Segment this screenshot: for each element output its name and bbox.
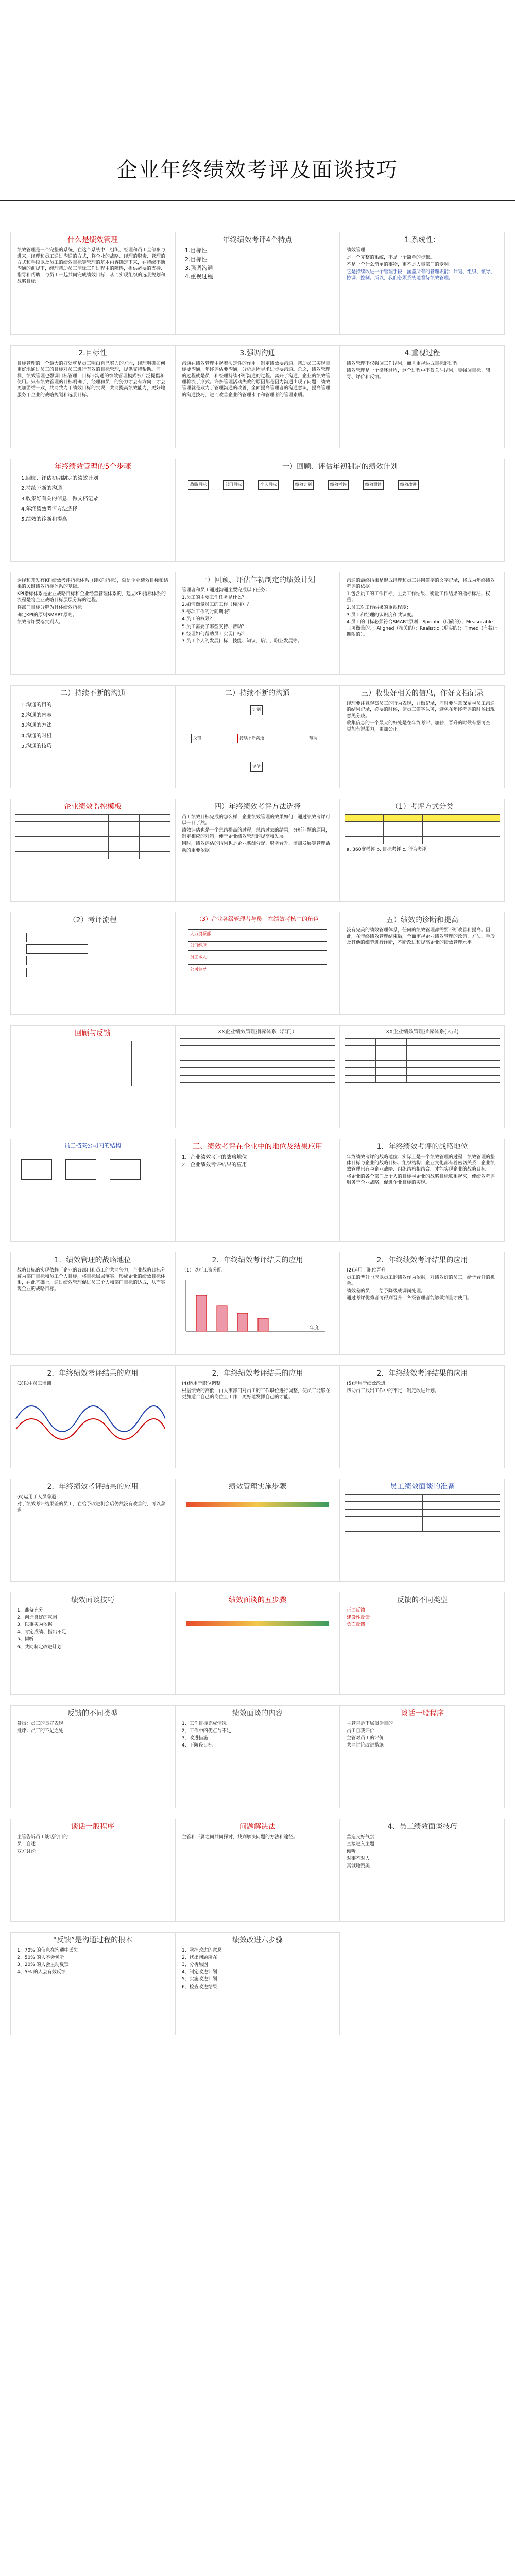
list-item: 倾听 bbox=[347, 1849, 356, 1855]
slide-what-is-pm bbox=[10, 232, 175, 335]
slide-title: 问题解决法 bbox=[239, 1823, 276, 1831]
slide-title: （2）考评流程 bbox=[68, 916, 117, 924]
structure-diagram bbox=[11, 1152, 175, 1187]
slide-title: 绩效管理实施步骤 bbox=[229, 1483, 286, 1491]
list-item: 4、制定改进计划 bbox=[182, 1970, 217, 1975]
list-item: 帮助员工找出工作中的不足，制定改进计划。 bbox=[347, 1388, 440, 1394]
slide-result-improve bbox=[340, 1365, 505, 1468]
bullet-list bbox=[11, 1607, 175, 1650]
slide-body: 目标管理的一个最大的好处就是员工明白自己努力的方向，经理明确如何更好地通过员工的目标对员工进行有效的目标管理，提供支持帮助。同样，绩效管理也强调目标管理，目标+沟通的绩效管理模式被广泛提倡和使用。只有绩效管理的目标明确了，经理和员工的努力才会有方向，才会更加团结一致，共同致力于绩效目标的实现，共同提高绩效能力，更好地服务于企业的战略规划和远景目标。 bbox=[17, 361, 166, 398]
list-item: 4、肯定成绩、指出不足 bbox=[17, 1630, 66, 1635]
slide-roles bbox=[175, 912, 340, 1015]
slide-title: 2．年终绩效考评结果的应用 bbox=[212, 1256, 303, 1264]
list-item: 4、5% 的人会有效反馈 bbox=[17, 1970, 66, 1975]
slide-interview-content bbox=[175, 1705, 340, 1808]
cycle-node: 评估 bbox=[250, 762, 263, 772]
slide-monitor-template bbox=[10, 799, 175, 902]
slide-feedback-core bbox=[10, 1932, 175, 2035]
slide-body: 沟通在绩效管理中起着决定性的作用。制定绩效要沟通，帮助员工实现目标要沟通，年终评估要沟通，分析原因寻求进步要沟通。总之，绩效管理的过程就是员工和经理持续不断沟通的过程。离开了沟通，企业的绩效管理将流于形式。许多管理活动失败的原因都是因为沟通出现了问题，绩效管理就是致力于管理沟通的改善，全面提高管理者的沟通意识，提高管理的沟通技巧，进而改善企业的管理水平和管理者的管理素质。 bbox=[182, 361, 331, 398]
bullet-list bbox=[11, 1721, 175, 1734]
slide-interview-prep bbox=[340, 1479, 505, 1582]
slide-four-features bbox=[175, 232, 340, 335]
list-item: 6、共同制定改进计划 bbox=[17, 1644, 62, 1650]
flow-node: 绩效计划 bbox=[293, 480, 314, 490]
list-item: 2.持续不断的沟通 bbox=[21, 485, 62, 492]
bullet-list bbox=[11, 1494, 175, 1514]
slide-communication bbox=[175, 345, 340, 448]
slide-comm-cycle bbox=[175, 685, 340, 788]
list-item: 是一个完整的系统，不是一个简单的步骤。 bbox=[347, 255, 435, 261]
slide-talk-procedure-2 bbox=[10, 1819, 175, 1922]
slide-title: 2．年终绩效考评结果的应用 bbox=[212, 1369, 303, 1378]
list-item: 4.员工的权限？ bbox=[182, 617, 214, 622]
bullet-list bbox=[11, 1947, 175, 1976]
slide-title: XX企业绩效管理指标体系(人员) bbox=[386, 1029, 459, 1035]
cycle-diagram bbox=[176, 701, 339, 778]
axis-label: 年度 bbox=[310, 1326, 319, 1331]
slide-title: XX企业绩效管理指标体系（部门） bbox=[218, 1029, 297, 1035]
roles-diagram bbox=[176, 925, 339, 978]
bullet-list bbox=[176, 1721, 339, 1749]
bullet-list bbox=[11, 1267, 175, 1293]
slide-collect-info bbox=[340, 685, 505, 788]
slide-eval-flow bbox=[10, 912, 175, 1015]
list-item: 批评：员工的不足之处 bbox=[17, 1728, 64, 1734]
slide-title: 4、员工绩效面谈技巧 bbox=[387, 1823, 457, 1831]
list-item: 5.员工需要了哪些支持、帮助？ bbox=[182, 624, 247, 630]
list-item: 主管和下属之间共同探讨，找到解决问题的方法和途径。 bbox=[182, 1834, 298, 1840]
bullet-list bbox=[176, 1381, 339, 1400]
cover-slide bbox=[0, 0, 515, 229]
list-item: 员工自述 bbox=[17, 1842, 36, 1848]
list-item: 对事不对人 bbox=[347, 1856, 370, 1862]
slide-result-promotion bbox=[340, 1252, 505, 1355]
slide-title: 反馈的不同类型 bbox=[67, 1709, 118, 1718]
flow-node: 绩效改进 bbox=[398, 480, 419, 490]
slide-title: 1.系统性： bbox=[404, 236, 440, 244]
flow-node: 战略目标 bbox=[188, 480, 209, 490]
bullet-list bbox=[176, 587, 339, 645]
cycle-node: 计划 bbox=[250, 705, 263, 715]
bullet-list bbox=[340, 927, 504, 946]
slide-title: 绩效面谈技巧 bbox=[71, 1596, 114, 1604]
list-item: 2、创造良好的氛围 bbox=[17, 1615, 57, 1621]
bullet-list bbox=[340, 361, 504, 380]
list-item: 同时，绩效评估的结果也是企业薪酬分配、职务晋升、培训发展等管理活动的重要依据。 bbox=[182, 841, 331, 853]
slide-title: 2．年终绩效考评结果的应用 bbox=[47, 1483, 139, 1491]
slide-body: 绩效管理是一个完整的系统，在这个系统中，组织、经理和员工全部参与进来，经理和员工通过沟通的方式，将企业的战略、经理的职责、管理的方式和手段以及员工的绩效目标等管理的基本内容确定下来，在持续不断沟通的前提下，经理帮助员工清除工作过程中的障碍，提供必要的支持、指导和帮助，与员工一起共同完成绩效目标，从而实现组织的远景规划和战略目标。 bbox=[17, 247, 166, 284]
slide-title: 绩效面谈的内容 bbox=[232, 1709, 283, 1718]
template-table bbox=[15, 814, 170, 859]
slide-title: 一）回顾、评估年初制定的绩效计划 bbox=[282, 463, 398, 471]
progress-gradient bbox=[186, 1502, 329, 1507]
slide-title: 2．年终绩效考评结果的应用 bbox=[47, 1369, 139, 1378]
list-item: 2.如何衡量员工的工作（标准）？ bbox=[182, 602, 251, 608]
slide-title: 员工绩效面谈的准备 bbox=[390, 1483, 455, 1491]
step-bar bbox=[186, 1621, 329, 1626]
slide-talk-procedure bbox=[340, 1705, 505, 1808]
slide-result-training bbox=[10, 1365, 175, 1468]
list-item: 7.员工个人的发展目标，技能、知识、培训、职业发展等。 bbox=[182, 638, 302, 644]
list-item: 2.员工对工作结果的重视程度； bbox=[347, 605, 411, 611]
slide-result-transfer bbox=[175, 1365, 340, 1468]
list-item: 5、倾听 bbox=[17, 1637, 34, 1642]
flow-chart bbox=[11, 927, 175, 982]
bullet-list bbox=[340, 1721, 504, 1749]
slide-smart bbox=[340, 572, 505, 675]
list-item: KPI指标体系是企业战略目标和企业经营管理体系的，建立KPI指标体系的流程是将企业战略目标层层分解的过程。 bbox=[17, 591, 166, 603]
bullet-list bbox=[11, 1834, 175, 1855]
list-item: 绩效考评要落实到人。 bbox=[17, 619, 64, 625]
slide-title: 绩效改进六步骤 bbox=[232, 1936, 283, 1944]
slide-interview-tips bbox=[340, 1819, 505, 1922]
flow-node: 部门目标 bbox=[223, 480, 244, 490]
slide-five-interview-steps bbox=[175, 1592, 340, 1695]
list-item: 6、检查改进结果 bbox=[182, 1984, 217, 1990]
list-item: 员工自我评价 bbox=[347, 1728, 375, 1734]
slide-continuous-comm bbox=[10, 685, 175, 788]
slide-result-pay bbox=[175, 1252, 340, 1355]
slide-goal bbox=[10, 345, 175, 448]
list-item: 员工的晋升也应以员工的绩效作为依据，对绩效好的员工，给予晋升的机会。 bbox=[347, 1275, 495, 1287]
slide-strategy bbox=[10, 1252, 175, 1355]
slide-title: 三、绩效考评在企业中的地位及结果应用 bbox=[193, 1143, 322, 1151]
list-item: 绩效管理是一个循环过程，这个过程中不仅关注结果，更强调目标、辅导、评价和反馈。 bbox=[347, 368, 491, 380]
list-item: 1、70% 的信息在沟通中丢失 bbox=[17, 1947, 78, 1953]
list-item: 1、工作目标完成情况 bbox=[182, 1721, 227, 1726]
slide-improve-steps bbox=[175, 1932, 340, 2035]
list-item: 3、分析原因 bbox=[182, 1962, 208, 1968]
bullet-list bbox=[176, 1834, 339, 1840]
slide-title: 4.重视过程 bbox=[404, 349, 440, 358]
slide-diagnosis bbox=[340, 912, 505, 1015]
slide-five-steps bbox=[10, 459, 175, 562]
slide-kpi-notes bbox=[10, 572, 175, 675]
slide-feedback-types bbox=[340, 1592, 505, 1695]
list-item: 沟通的最终结果是形成经理和员工共同签字的文字记录，将成为年终绩效考评的依据。 bbox=[347, 578, 495, 590]
bullet-list bbox=[340, 701, 504, 733]
slide-title: 反馈的不同类型 bbox=[397, 1596, 448, 1604]
slide-title: 2．年终绩效考评结果的应用 bbox=[376, 1369, 468, 1378]
list-item: 3.强调沟通 bbox=[185, 264, 213, 272]
slide-title: （1）考评方式分类 bbox=[391, 803, 454, 811]
list-item: 5、实施改进计划 bbox=[182, 1977, 217, 1982]
bullet-list bbox=[340, 247, 504, 282]
list-item: 4.年终绩效考评方法选择 bbox=[21, 506, 78, 512]
method-table bbox=[345, 814, 500, 844]
slide-title: 企业绩效监控模板 bbox=[64, 803, 122, 811]
list-item: 建设性反馈 bbox=[347, 1615, 370, 1621]
feature-list bbox=[176, 247, 339, 281]
list-item: (2)运用于职位晋升 bbox=[347, 1267, 386, 1273]
list-item: 绩效管理不仅强调工作结果，而且重视达成目标的过程。 bbox=[347, 361, 463, 366]
list-item: 确定KPI的原则SMART原则。 bbox=[17, 612, 77, 618]
bullet-list bbox=[11, 701, 175, 751]
slide-title: 一）回顾、评估年初制定的绩效计划 bbox=[200, 576, 315, 584]
list-item: 1.包含员工的工作目标、主要工作结果、衡量工作结果的指标标准、权重； bbox=[347, 591, 490, 603]
slide-dept-indicators bbox=[175, 1025, 340, 1128]
list-item: 战略目标的实现依赖于企业的各部门和员工的共同努力，企业战略目标分解为部门目标和员工个人目标，将目标层层落实，形成企业的绩效目标体系，在此基础上，通过绩效管理促进员工个人和部门目标的达成，从而实现企业的战略目标。 bbox=[17, 1267, 166, 1292]
list-item: 对于绩效考评结果差的员工，在给予改进机会后仍然没有改善的，可以辞退。 bbox=[17, 1502, 166, 1514]
bullet-list bbox=[340, 1267, 504, 1302]
review-table bbox=[15, 1041, 170, 1086]
slide-title: 什么是绩效管理 bbox=[67, 236, 118, 244]
list-item: 2.沟通的内容 bbox=[21, 712, 52, 718]
method-legend: a. 360度考评 b. 目标考评 c. 行为考评 bbox=[347, 846, 427, 852]
bullet-list bbox=[340, 1381, 504, 1394]
list-item: 绩效管理 bbox=[347, 247, 366, 253]
slide-title: 绩效面谈的五步骤 bbox=[229, 1596, 286, 1604]
list-item: 3、以事实为依据 bbox=[17, 1622, 53, 1628]
flow-node: 个人目标 bbox=[258, 480, 279, 490]
slide-problem-solving bbox=[175, 1819, 340, 1922]
list-item: 3、改进措施 bbox=[182, 1736, 208, 1741]
slide-title: 年终绩效考评4个特点 bbox=[222, 236, 293, 244]
list-item: 2、工作中的优点与不足 bbox=[182, 1728, 231, 1734]
bullet-list bbox=[340, 1834, 504, 1870]
list-item: (5)运用于绩效改进 bbox=[347, 1381, 386, 1386]
slide-title: 二）持续不断的沟通 bbox=[60, 689, 125, 698]
slide-review-feedback bbox=[10, 1025, 175, 1128]
title-underline bbox=[0, 200, 515, 201]
list-item: (4)运用于职位调整 bbox=[182, 1381, 221, 1386]
list-item: 管理者和员工通过沟通主要完成以下任务： bbox=[182, 587, 270, 593]
slide-title: 1．绩效管理的战略地位 bbox=[54, 1256, 131, 1264]
list-item: 绩效评估也是一个总结提高的过程，总结过去的结果，分析问题的原因，制定相应的对策，便于企业绩效管理的提高和发展。 bbox=[182, 828, 331, 840]
list-item: 将部门目标分解为具体绩效指标。 bbox=[17, 605, 87, 611]
bullet-list bbox=[340, 1607, 504, 1628]
cycle-node: 帮助 bbox=[307, 734, 319, 743]
slide-title: 三）收集好相关的信息，作好文档记录 bbox=[361, 689, 484, 698]
slide-title: “反馈”是沟通过程的根本 bbox=[53, 1936, 133, 1944]
cycle-center: 持续不断沟通 bbox=[237, 734, 266, 743]
slide-title: 四）年终绩效考评方法选择 bbox=[214, 803, 301, 811]
list-item: 不是一个什么简单的事物，更不是人事部门的专利。 bbox=[347, 262, 454, 268]
list-item: 收集信息的一个最大的好处是在年终考评、加薪、晋升的时候有据可查，更加有说服力，更加公正。 bbox=[347, 721, 495, 733]
list-item: 4.沟通的时机 bbox=[21, 733, 52, 739]
role-node: 员工本人 bbox=[188, 953, 327, 962]
slide-staff-structure bbox=[10, 1139, 175, 1242]
list-item: 将企业的各个部门及个人的目标与企业的战略目标联系起来，使绩效考评服务于企业战略，促进企业目标的实现。 bbox=[347, 1174, 495, 1186]
role-node: 人力资源部 bbox=[188, 929, 327, 939]
dept-table bbox=[180, 1038, 335, 1083]
bullet-list bbox=[176, 814, 339, 854]
slide-title: 五）绩效的诊断和提高 bbox=[386, 916, 458, 924]
list-item: 3.每项工作的时间期限？ bbox=[182, 609, 233, 615]
list-item: 通过考评优秀者可得到晋升，各级管理者能够做到量才使用。 bbox=[347, 1296, 472, 1301]
slide-systematic bbox=[340, 232, 505, 335]
list-item: 它是持续改进一个管理手段，涵盖所有的管理职能：计划、组织、领导、协调、控制。所以，我们必须系统地看待绩效管理。 bbox=[347, 269, 495, 281]
role-node: 部门经理 bbox=[188, 941, 327, 951]
slide-title: 二）持续不断的沟通 bbox=[225, 689, 290, 698]
slide-title: 回顾与反馈 bbox=[75, 1029, 111, 1038]
slide-sub: (3)以中员工培训 bbox=[17, 1381, 52, 1386]
slide-method-choice bbox=[175, 799, 340, 902]
list-item: 负面反馈 bbox=[347, 1622, 366, 1628]
slide-feedback-types-2 bbox=[10, 1705, 175, 1808]
slide-strategic-position bbox=[340, 1139, 505, 1242]
page-title: 企业年终绩效考评及面谈技巧 bbox=[117, 158, 398, 182]
cycle-node: 反馈 bbox=[191, 734, 203, 743]
slide-process bbox=[340, 345, 505, 448]
list-item: 没有完美的绩效管理体系，任何的绩效管理都需要不断改善和提高。因此，在年终绩效管理结束后，全面审视企业绩效管理的政策、方法、手段及其他的细节进行诊断，不断改进和提高企业的绩效管理水平。 bbox=[347, 927, 495, 946]
list-item: 根据绩效的高低，由人事部门对员工的工作职位进行调整，使员工能够在更加适合自己的岗位上工作，更好地发挥自己的才能。 bbox=[182, 1388, 331, 1400]
list-item: 3.沟通的方法 bbox=[21, 722, 52, 728]
flow-node: 绩效考评 bbox=[328, 480, 349, 490]
list-item: 1.目标性 bbox=[185, 247, 208, 254]
list-item: 1、准备充分 bbox=[17, 1607, 43, 1613]
list-item: 共同讨论改进措施 bbox=[347, 1743, 384, 1749]
slide-interview-skills bbox=[10, 1592, 175, 1695]
list-item: 营造良好气氛 bbox=[347, 1834, 375, 1840]
note-list bbox=[11, 572, 175, 625]
slide-title: 谈话一般程序 bbox=[71, 1823, 114, 1831]
list-item: 直接进入主题 bbox=[347, 1842, 375, 1848]
list-item: 3.员工和经理的认识度和共识度。 bbox=[347, 612, 416, 618]
bullet-list bbox=[176, 1154, 339, 1169]
slide-review-plan-flow bbox=[175, 459, 505, 562]
list-item: 双方讨论 bbox=[17, 1849, 36, 1855]
list-item: 正面反馈 bbox=[347, 1607, 366, 1613]
role-node: 公司领导 bbox=[188, 964, 327, 974]
slide-title: 3.强调沟通 bbox=[239, 349, 276, 358]
list-item: 3、20% 的人会主动反馈 bbox=[17, 1962, 69, 1968]
list-item: 6.经理如何帮助员工实现目标？ bbox=[182, 631, 247, 637]
slide-title: 2.目标性 bbox=[78, 349, 107, 358]
list-item: 年终绩效考评的战略地位：实际上是一个绩效管理的过程，绩效管理的整体目标与企业的战略目标、组织结构、企业文化都有着密切关系，企业绩效管理只有与企业战略、组织结构相结合，才能实现企业的战略目标。 bbox=[347, 1154, 495, 1173]
bullet-list bbox=[176, 1947, 339, 1990]
bullet-list bbox=[340, 572, 504, 638]
slide-title: （3）企业各级管理者与员工在绩效考核中的角色 bbox=[196, 916, 319, 922]
slide-review-tasks bbox=[175, 572, 340, 675]
list-item: 赞扬：员工的良好表现 bbox=[17, 1721, 64, 1726]
list-item: 2.目标性 bbox=[185, 256, 208, 263]
list-item: 3.收集好有关的信息，做文档记录 bbox=[21, 496, 98, 502]
list-item: 真诚地赞美 bbox=[347, 1863, 370, 1869]
list-item: 5.绩效的诊断和提高 bbox=[21, 516, 67, 522]
prep-table bbox=[345, 1494, 500, 1532]
pay-chart bbox=[176, 1275, 330, 1336]
list-item: 2、50% 的人不会倾听 bbox=[17, 1955, 64, 1961]
slide-title: 员工档案公司内的结构 bbox=[64, 1142, 121, 1149]
slide-result-dismissal bbox=[10, 1479, 175, 1582]
bullet-list bbox=[340, 1154, 504, 1187]
list-item: 主管对员工的评价 bbox=[347, 1736, 384, 1741]
training-chart bbox=[11, 1388, 165, 1450]
slide-sub: （1）以可工资分配 bbox=[182, 1267, 222, 1273]
slide-position bbox=[175, 1139, 340, 1242]
slide-title: 2．年终绩效考评结果的应用 bbox=[376, 1256, 468, 1264]
list-item: 5.沟通的技巧 bbox=[21, 743, 52, 749]
list-item: 1．企业绩效考评的战略地位 bbox=[182, 1154, 247, 1160]
list-item: 主管告诉下属谈话目的 bbox=[347, 1721, 393, 1726]
slide-title: 年终绩效管理的5个步骤 bbox=[54, 463, 131, 471]
list-item: 4.员工的目标必须符合SMART原则：Specific（明确的）；Measurable（可衡量的）；Aligned（相关的）；Realistic（现实的）；Timed（有截止期限的）。 bbox=[347, 619, 497, 638]
list-item: 1.员工的主要工作任务是什么？ bbox=[182, 595, 247, 601]
list-item: 员工绩效目标完成的怎么样，企业绩效管理的效果如何，通过绩效考评可以一目了然。 bbox=[182, 814, 331, 826]
list-item: 1.回顾、评估初期制定的绩效计划 bbox=[21, 475, 98, 481]
slide-title: 谈话一般程序 bbox=[401, 1709, 444, 1718]
list-item: 选择和开发有KPI绩效考评指标体系（即KPI指标），就是企业绩效目标和结果的关键绩效指标体系的基础。 bbox=[17, 578, 168, 590]
list-item: 2、找出问题所在 bbox=[182, 1955, 217, 1961]
staff-table bbox=[345, 1038, 500, 1083]
list-item: 4、下阶段目标 bbox=[182, 1743, 213, 1749]
flow-node: 绩效面谈 bbox=[363, 480, 384, 490]
step-list bbox=[11, 474, 175, 524]
list-item: 1、承担改进的意愿 bbox=[182, 1947, 222, 1953]
list-item: (6)运用于人员辞退 bbox=[17, 1494, 56, 1500]
list-item: 绩效差的员工，给予降级或调岗处理。 bbox=[347, 1289, 426, 1294]
list-item: 主管告诉员工谈话的目的 bbox=[17, 1834, 68, 1840]
list-item: 2．企业绩效考评结果的应用 bbox=[182, 1162, 247, 1168]
slide-steps-impl bbox=[175, 1479, 340, 1582]
list-item: 4.重视过程 bbox=[185, 273, 213, 280]
slide-method-types bbox=[340, 799, 505, 902]
list-item: 1.沟通的目的 bbox=[21, 702, 52, 708]
slide-title: 1．年终绩效考评的战略地位 bbox=[376, 1143, 468, 1151]
list-item: 经理要注意观察员工的行为表现，并做记录，同时要注意保留与员工沟通的结果记录，必要的时候，请员工签字认可，避免在年终考评的时候出现意见分歧。 bbox=[347, 701, 495, 719]
slide-staff-indicators bbox=[340, 1025, 505, 1128]
